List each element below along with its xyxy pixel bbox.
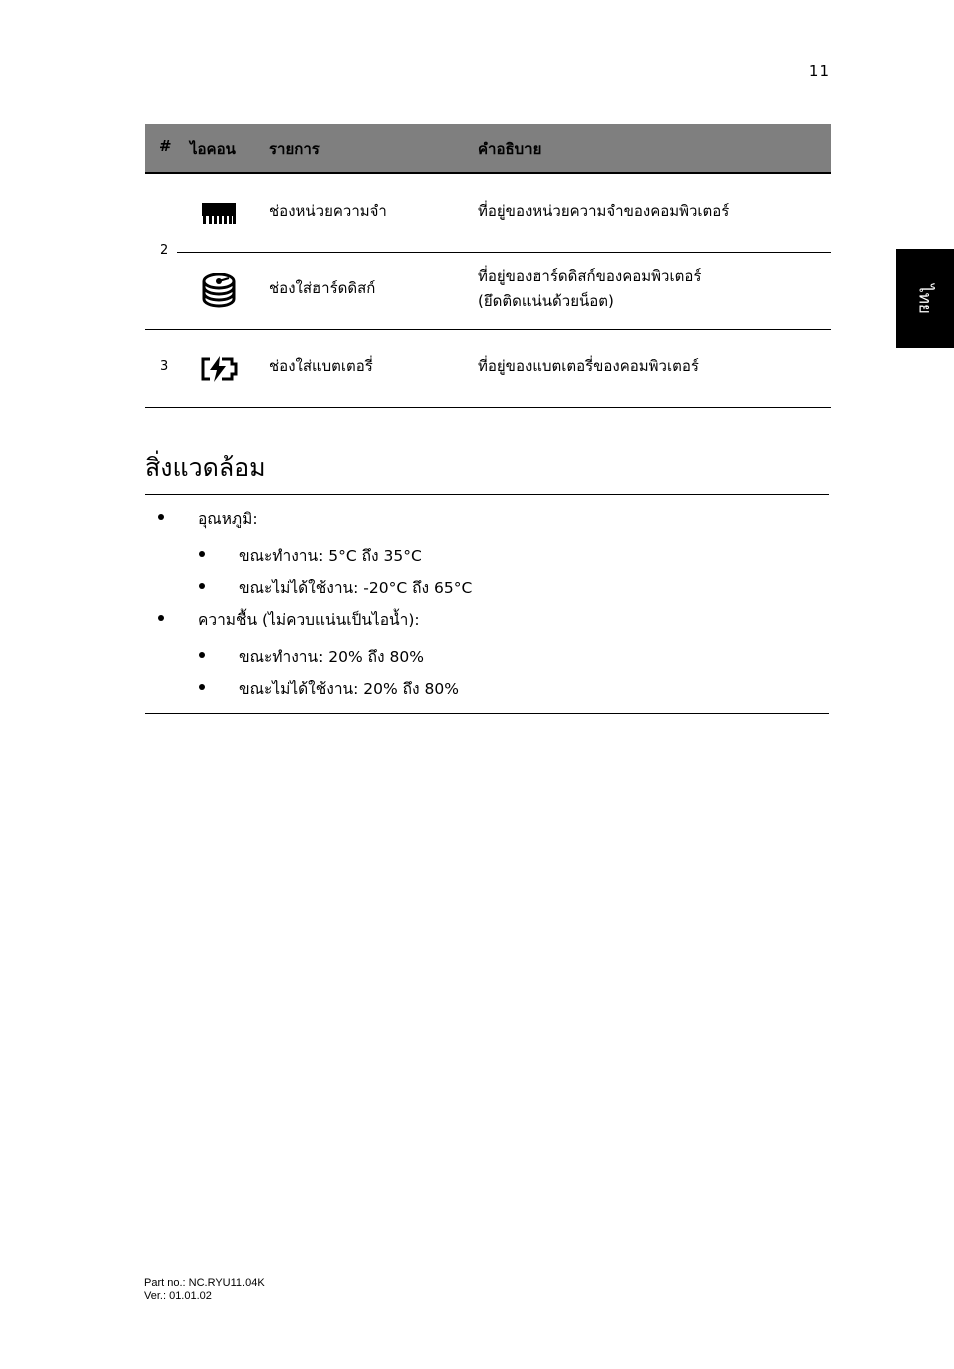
page-number: 11 [808, 62, 830, 80]
table-header [145, 124, 831, 174]
row-harddisk-item: ช่องใส่ฮาร์ดดิสก์ [269, 279, 376, 297]
row-battery-item: ช่องใส่แบตเตอรี่ [269, 357, 373, 375]
section-bottom-rule [145, 713, 829, 714]
header-num: # [159, 137, 172, 155]
row-memory-description: ที่อยู่ของหน่วยความจำของคอมพิวเตอร์ [478, 202, 730, 220]
footer [144, 1277, 265, 1303]
humidity-operating: ขณะทำงาน: 20% ถึง 80% [239, 648, 424, 666]
header-description: คำอธิบาย [478, 140, 542, 158]
part-number: Part no.: NC.RYU11.04K [144, 1277, 265, 1289]
temperature-label: อุณหภูมิ: [198, 510, 258, 528]
memory-module-icon [202, 203, 236, 229]
row-divider [177, 252, 831, 253]
humidity-non-operating: ขณะไม่ได้ใช้งาน: 20% ถึง 80% [239, 680, 459, 698]
section-top-rule [145, 494, 829, 495]
humidity-label: ความชื้น (ไม่ควบแน่นเป็นไอน้ำ): [198, 611, 420, 629]
bullet-icon [199, 652, 205, 658]
table-bottom-rule [145, 407, 831, 408]
language-tab [896, 249, 954, 348]
temp-non-operating: ขณะไม่ได้ใช้งาน: -20°C ถึง 65°C [239, 579, 473, 597]
bullet-icon [199, 583, 205, 589]
row-number: 3 [160, 359, 169, 374]
bullet-icon [199, 551, 205, 557]
bullet-icon [199, 684, 205, 690]
temp-operating: ขณะทำงาน: 5°C ถึง 35°C [239, 547, 422, 565]
bullet-icon [158, 615, 164, 621]
row-harddisk-description: ที่อยู่ของฮาร์ดดิสก์ของคอมพิวเตอร์ [478, 267, 702, 285]
bullet-icon [158, 514, 164, 520]
row-battery-description: ที่อยู่ของแบตเตอรี่ของคอมพิวเตอร์ [478, 357, 699, 375]
row-group-number: 2 [160, 243, 169, 258]
row-harddisk-description-note: (ยึดติดแน่นด้วยน็อต) [478, 292, 614, 310]
language-tab-label: ไทย [914, 283, 935, 314]
section-title: สิ่งแวดล้อม [145, 453, 266, 482]
battery-charging-icon [200, 355, 238, 387]
hard-disk-icon [202, 273, 236, 313]
header-item: รายการ [269, 140, 320, 158]
header-icon: ไอคอน [190, 140, 236, 158]
row-memory-item: ช่องหน่วยความจำ [269, 202, 387, 220]
version: Ver.: 01.01.02 [144, 1290, 212, 1302]
row-divider [145, 329, 831, 330]
